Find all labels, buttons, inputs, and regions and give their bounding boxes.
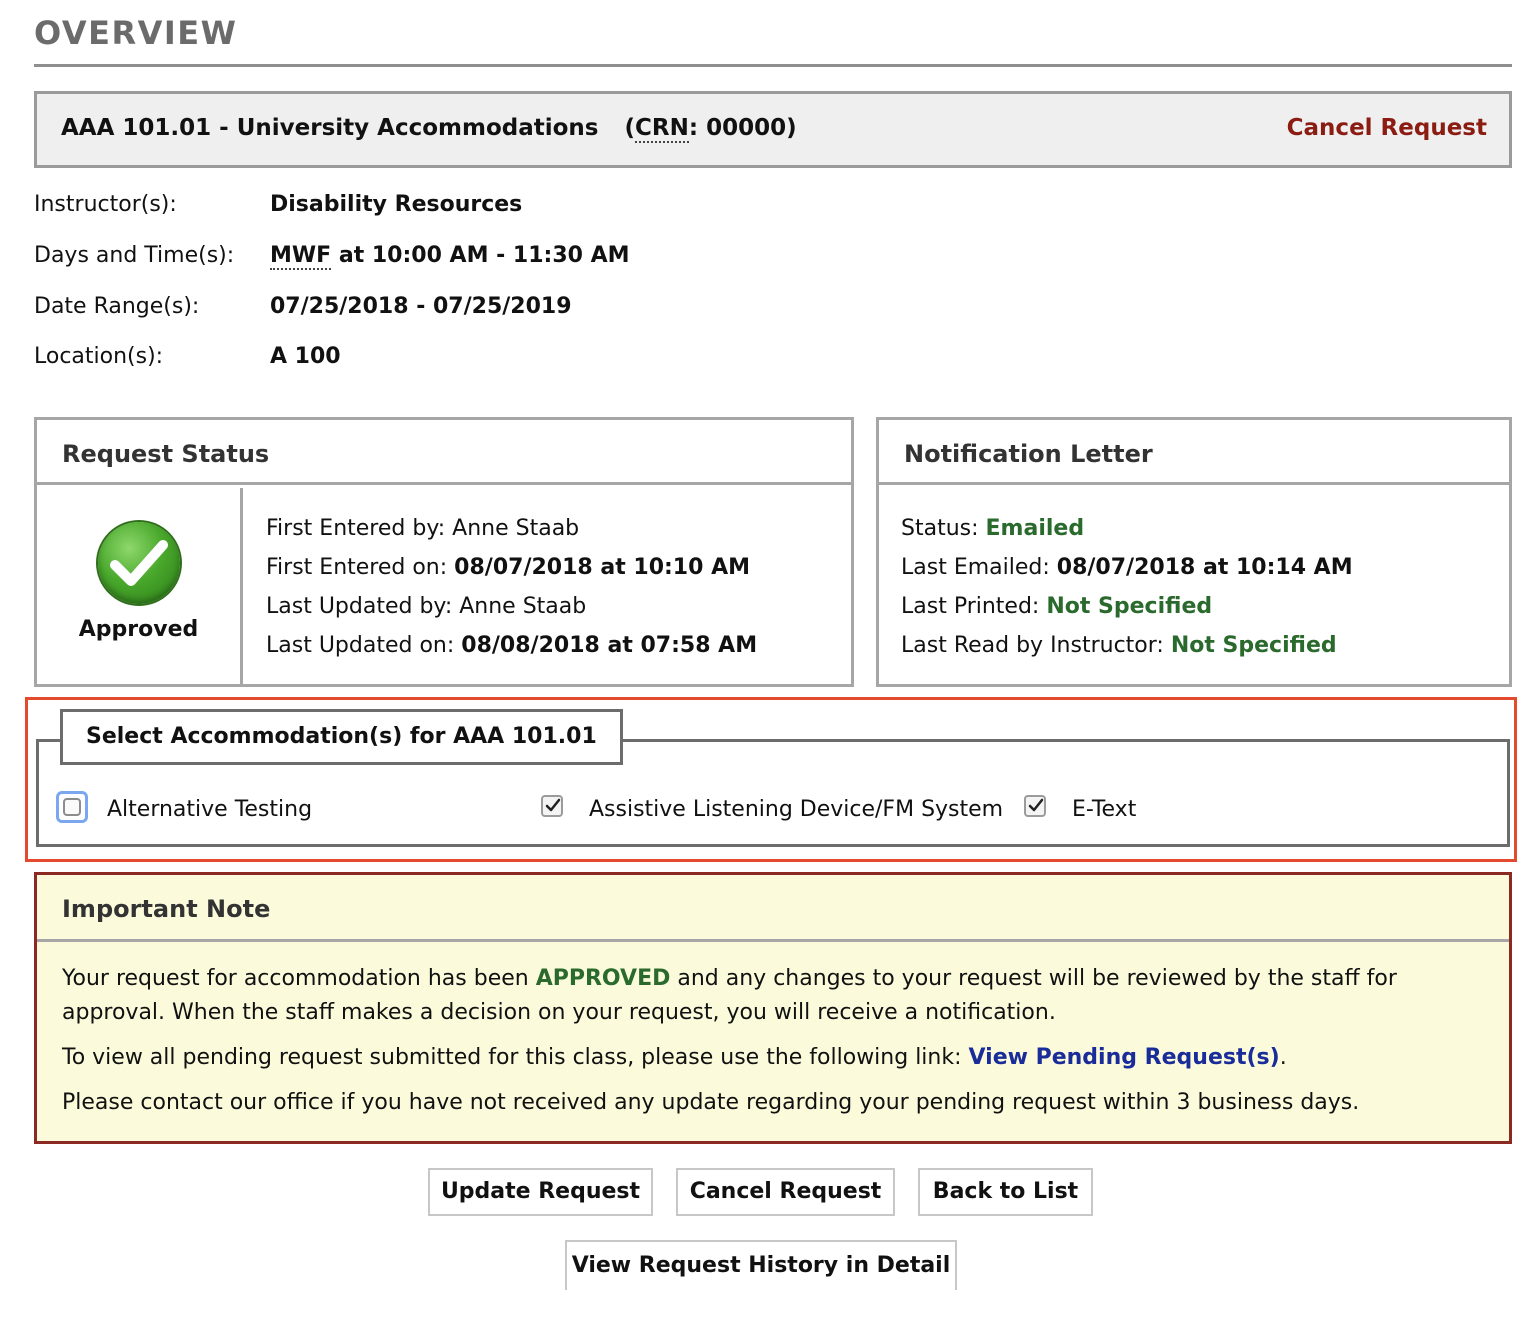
assistive-listening-checkbox[interactable] [541, 795, 563, 817]
accommodation-legend: Select Accommodation(s) for AAA 101.01 [60, 709, 623, 765]
cancel-request-link[interactable]: Cancel Request [1286, 115, 1487, 141]
last-read-by-instructor [901, 626, 1353, 665]
first-entered-on-value: 08/07/2018 at 10:10 AM [454, 555, 750, 580]
back-to-list-button[interactable]: Back to List [918, 1168, 1093, 1216]
checkmark-icon [545, 798, 561, 814]
last-emailed [901, 548, 1353, 587]
date-range-value: 07/25/2018 - 07/25/2019 [270, 294, 572, 319]
note-pending-paragraph [62, 1041, 1482, 1075]
instructor-value: Disability Resources [270, 192, 523, 217]
checkmark-icon [1028, 798, 1044, 814]
accommodation-highlight-frame [25, 697, 1517, 862]
last-read-value: Not Specified [1170, 633, 1337, 658]
approved-label: Approved [78, 617, 199, 642]
important-note-panel [34, 872, 1512, 1144]
notification-status-label: Status: [901, 516, 979, 541]
important-note-body [62, 962, 1482, 1120]
notification-letter-panel [876, 417, 1512, 687]
crn-abbr: CRN [635, 115, 689, 141]
alternative-testing-label[interactable]: Alternative Testing [107, 797, 313, 822]
last-printed-label: Last Printed: [901, 594, 1040, 619]
last-printed [901, 587, 1353, 626]
date-range-label: Date Range(s): [34, 294, 200, 319]
e-text-label[interactable]: E-Text [1072, 797, 1137, 822]
last-emailed-value: 08/07/2018 at 10:14 AM [1056, 555, 1353, 580]
days-time-label: Days and Time(s): [34, 243, 235, 268]
last-updated-by [266, 587, 757, 626]
status-indicator [37, 488, 243, 684]
approved-status-word: APPROVED [535, 966, 671, 991]
note-p2-text: To view all pending request submitted for this class, please use the following link: [62, 1045, 969, 1070]
last-updated-on [266, 626, 757, 665]
location-label: Location(s): [34, 344, 164, 369]
notification-letter-heading: Notification Letter [879, 420, 1509, 485]
view-pending-requests-link[interactable]: View Pending Request(s) [968, 1045, 1280, 1070]
crn-value: : 00000) [688, 115, 797, 141]
last-printed-value: Not Specified [1046, 594, 1213, 619]
time-range: at 10:00 AM - 11:30 AM [331, 243, 630, 268]
request-status-panel [34, 417, 854, 687]
instructor-label: Instructor(s): [34, 192, 177, 217]
view-request-history-button[interactable]: View Request History in Detail [565, 1240, 957, 1290]
note-p2-period: . [1279, 1045, 1287, 1070]
assistive-listening-label[interactable]: Assistive Listening Device/FM System [589, 797, 1004, 822]
days-time-value [270, 243, 630, 268]
course-title [61, 115, 797, 141]
course-name: AAA 101.01 - University Accommodations [61, 115, 599, 141]
alternative-testing-checkbox[interactable] [56, 791, 88, 823]
update-request-button[interactable]: Update Request [428, 1168, 653, 1216]
last-emailed-label: Last Emailed: [901, 555, 1050, 580]
location-value: A 100 [270, 344, 341, 369]
note-p1-text: Your request for accommodation has been [62, 966, 536, 991]
last-updated-by-label: Last Updated by: [266, 594, 453, 619]
note-contact-paragraph: Please contact our office if you have not received any update regarding your pending request within 3 business days. [62, 1090, 1360, 1115]
crn-open: ( [624, 115, 636, 141]
important-note-heading: Important Note [37, 875, 1509, 942]
page-title: OVERVIEW [34, 14, 238, 52]
first-entered-by-label: First Entered by: [266, 516, 446, 541]
request-status-heading: Request Status [37, 420, 851, 485]
notification-details [901, 509, 1353, 665]
note-approval-paragraph [62, 962, 1482, 1030]
first-entered-on-label: First Entered on: [266, 555, 448, 580]
course-header [34, 91, 1512, 168]
title-divider [34, 64, 1512, 67]
last-updated-by-value: Anne Staab [459, 594, 587, 619]
first-entered-on [266, 548, 757, 587]
e-text-checkbox[interactable] [1024, 795, 1046, 817]
note-p1-text-rest: and any changes to your request will be reviewed by the staff for approval. When the staff makes a decision on your request, you will receive a notification. [62, 966, 1397, 1025]
crn-group [625, 115, 797, 141]
approved-check-icon [98, 522, 180, 604]
notification-status-value: Emailed [985, 516, 1085, 541]
last-updated-on-value: 08/08/2018 at 07:58 AM [461, 633, 758, 658]
last-read-label: Last Read by Instructor: [901, 633, 1164, 658]
cancel-request-button[interactable]: Cancel Request [676, 1168, 895, 1216]
days-abbr: MWF [270, 243, 332, 268]
last-updated-on-label: Last Updated on: [266, 633, 455, 658]
request-status-details [266, 509, 757, 665]
notification-status [901, 509, 1353, 548]
first-entered-by [266, 509, 757, 548]
first-entered-by-value: Anne Staab [452, 516, 580, 541]
